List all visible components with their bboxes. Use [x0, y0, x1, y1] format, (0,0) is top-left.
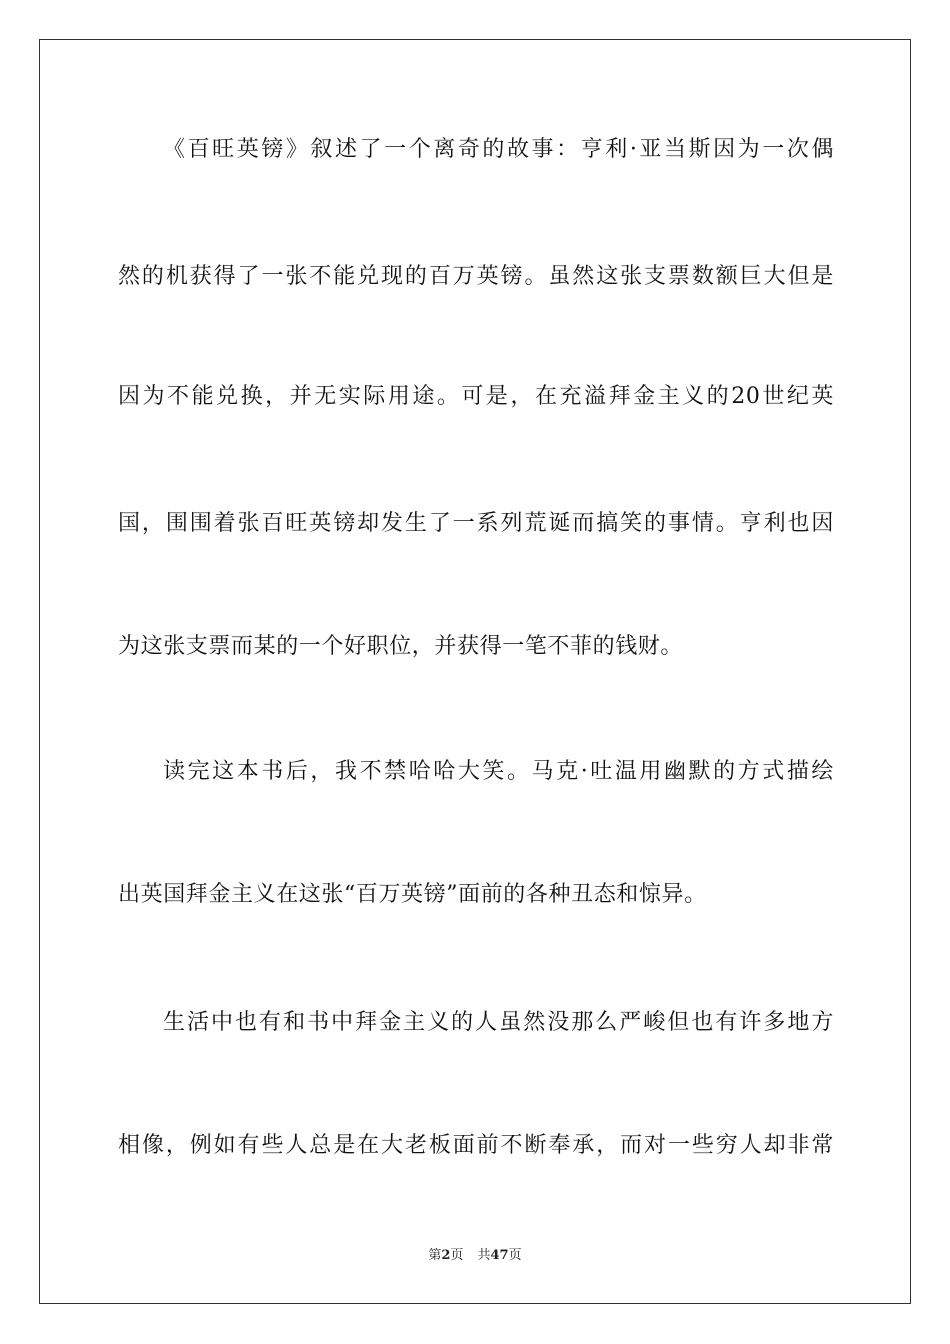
total-pages: 47: [490, 1248, 509, 1263]
paragraph-1-line-4: 国，围围着张百旺英镑却发生了一系列荒诞而搞笑的事情。亨利也因: [118, 511, 834, 536]
paragraph-1-line-1: 《百旺英镑》叙述了一个离奇的故事：亨利·亚当斯因为一次偶: [163, 137, 834, 162]
total-prefix: 共: [477, 1248, 491, 1263]
paragraph-2-line-2: 出英国拜金主义在这张“百万英镑”面前的各种丑态和惊异。: [118, 882, 707, 907]
paragraph-3-line-1: 生活中也有和书中拜金主义的人虽然没那么严峻但也有许多地方: [163, 1010, 834, 1035]
paragraph-1-line-3: 因为不能兑换，并无实际用途。可是，在充溢拜金主义的20世纪英: [118, 384, 834, 409]
paragraph-1-line-5: 为这张支票而某的一个好职位，并获得一笔不菲的钱财。: [118, 634, 684, 659]
paragraph-2-line-1: 读完这本书后，我不禁哈哈大笑。马克·吐温用幽默的方式描绘: [163, 759, 834, 784]
total-unit: 页: [508, 1248, 522, 1263]
page-number: 2: [441, 1248, 451, 1263]
page-prefix: 第: [428, 1248, 442, 1263]
page-unit: 页: [450, 1248, 464, 1263]
paragraph-3-line-2: 相像，例如有些人总是在大老板面前不断奉承，而对一些穷人却非常: [118, 1133, 834, 1158]
page-border: [39, 39, 911, 1304]
page-footer: [0, 1247, 950, 1265]
paragraph-1-line-2: 然的机获得了一张不能兑现的百万英镑。虽然这张支票数额巨大但是: [118, 264, 834, 289]
